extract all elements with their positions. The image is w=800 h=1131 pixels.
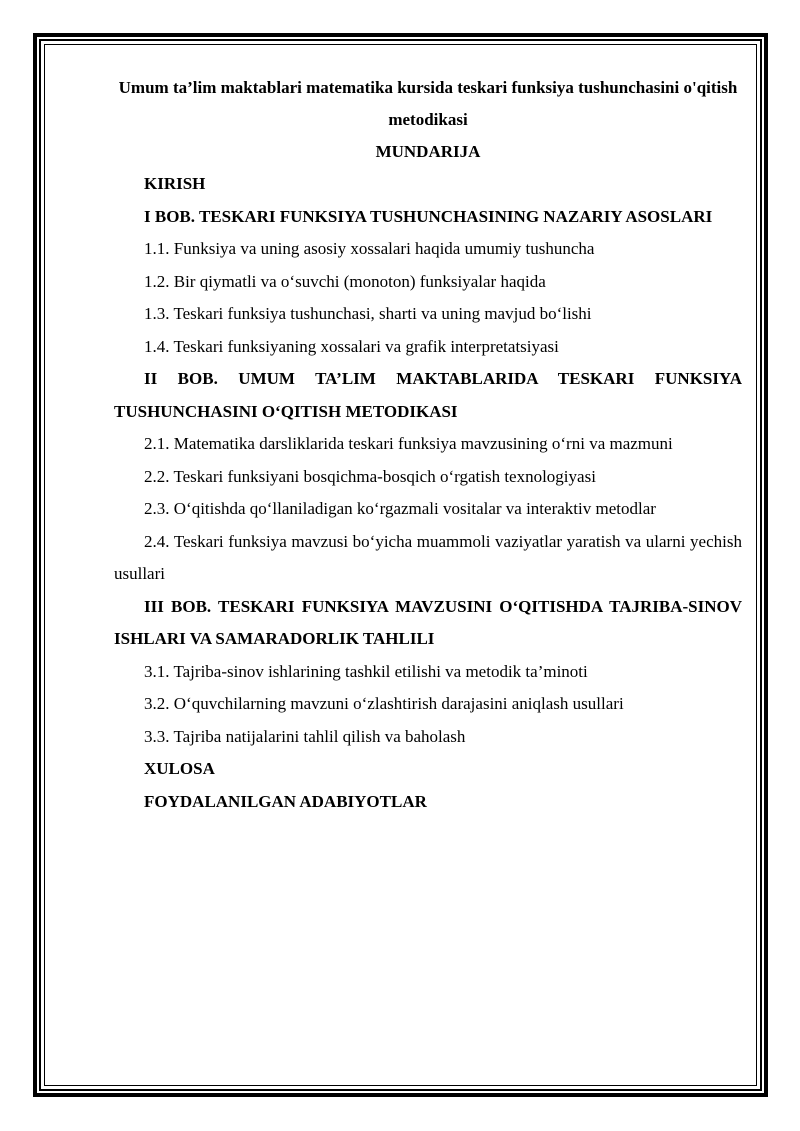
toc-entry-1-4: 1.4. Teskari funksiyaning xossalari va grafik interpretatsiyasi <box>144 336 559 356</box>
toc-entry-chapter-3: III BOB. TESKARI FUNKSIYA MAVZUSINI O‘QITISHDA TAJRIBA-SINOV ISHLARI VA SAMARADORLIK TAHLILI <box>114 596 742 648</box>
toc-entry-xulosa: XULOSA <box>144 759 215 778</box>
toc-entry-2-4: 2.4. Teskari funksiya mavzusi bo‘yicha muammoli vaziyatlar yaratish va ularni yechish usullari <box>114 531 742 583</box>
toc-entry-3-1: 3.1. Tajriba-sinov ishlarining tashkil etilishi va metodik ta’minoti <box>144 661 588 681</box>
document-body <box>114 72 742 818</box>
toc-entry-2-1: 2.1. Matematika darsliklarida teskari funksiya mavzusining o‘rni va mazmuni <box>144 434 673 453</box>
toc-entry-2-2: 2.2. Teskari funksiyani bosqichma-bosqich o‘rgatish texnologiyasi <box>144 466 596 486</box>
toc-entry-1-3: 1.3. Teskari funksiya tushunchasi, sharti va uning mavjud bo‘lishi <box>144 304 592 323</box>
toc-entry-1-2: 1.2. Bir qiymatli va o‘suvchi (monoton) funksiyalar haqida <box>144 271 546 291</box>
toc-entry-chapter-2: II BOB. UMUM TA’LIM MAKTABLARIDA TESKARI FUNKSIYA TUSHUNCHASINI O‘QITISH METODIKASI <box>114 369 742 421</box>
toc-entry-3-2: 3.2. O‘quvchilarning mavzuni o‘zlashtirish darajasini aniqlash usullari <box>144 694 624 713</box>
toc-entry-2-3: 2.3. O‘qitishda qo‘llaniladigan ko‘rgazmali vositalar va interaktiv metodlar <box>144 499 656 518</box>
toc-entry-kirish: KIRISH <box>144 174 206 193</box>
toc-entry-3-3: 3.3. Tajriba natijalarini tahlil qilish va baholash <box>144 726 466 746</box>
document-title: Umum ta’lim maktablari matematika kursida teskari funksiya tushunchasini o'qitish metodikasi <box>118 78 738 129</box>
toc-entry-bibliography: FOYDALANILGAN ADABIYOTLAR <box>144 791 427 811</box>
toc-entry-1-1: 1.1. Funksiya va uning asosiy xossalari haqida umumiy tushuncha <box>144 239 595 258</box>
toc-entry-chapter-1: I BOB. TESKARI FUNKSIYA TUSHUNCHASINING NAZARIY ASOSLARI <box>144 206 713 226</box>
contents-heading: MUNDARIJA <box>375 142 481 161</box>
